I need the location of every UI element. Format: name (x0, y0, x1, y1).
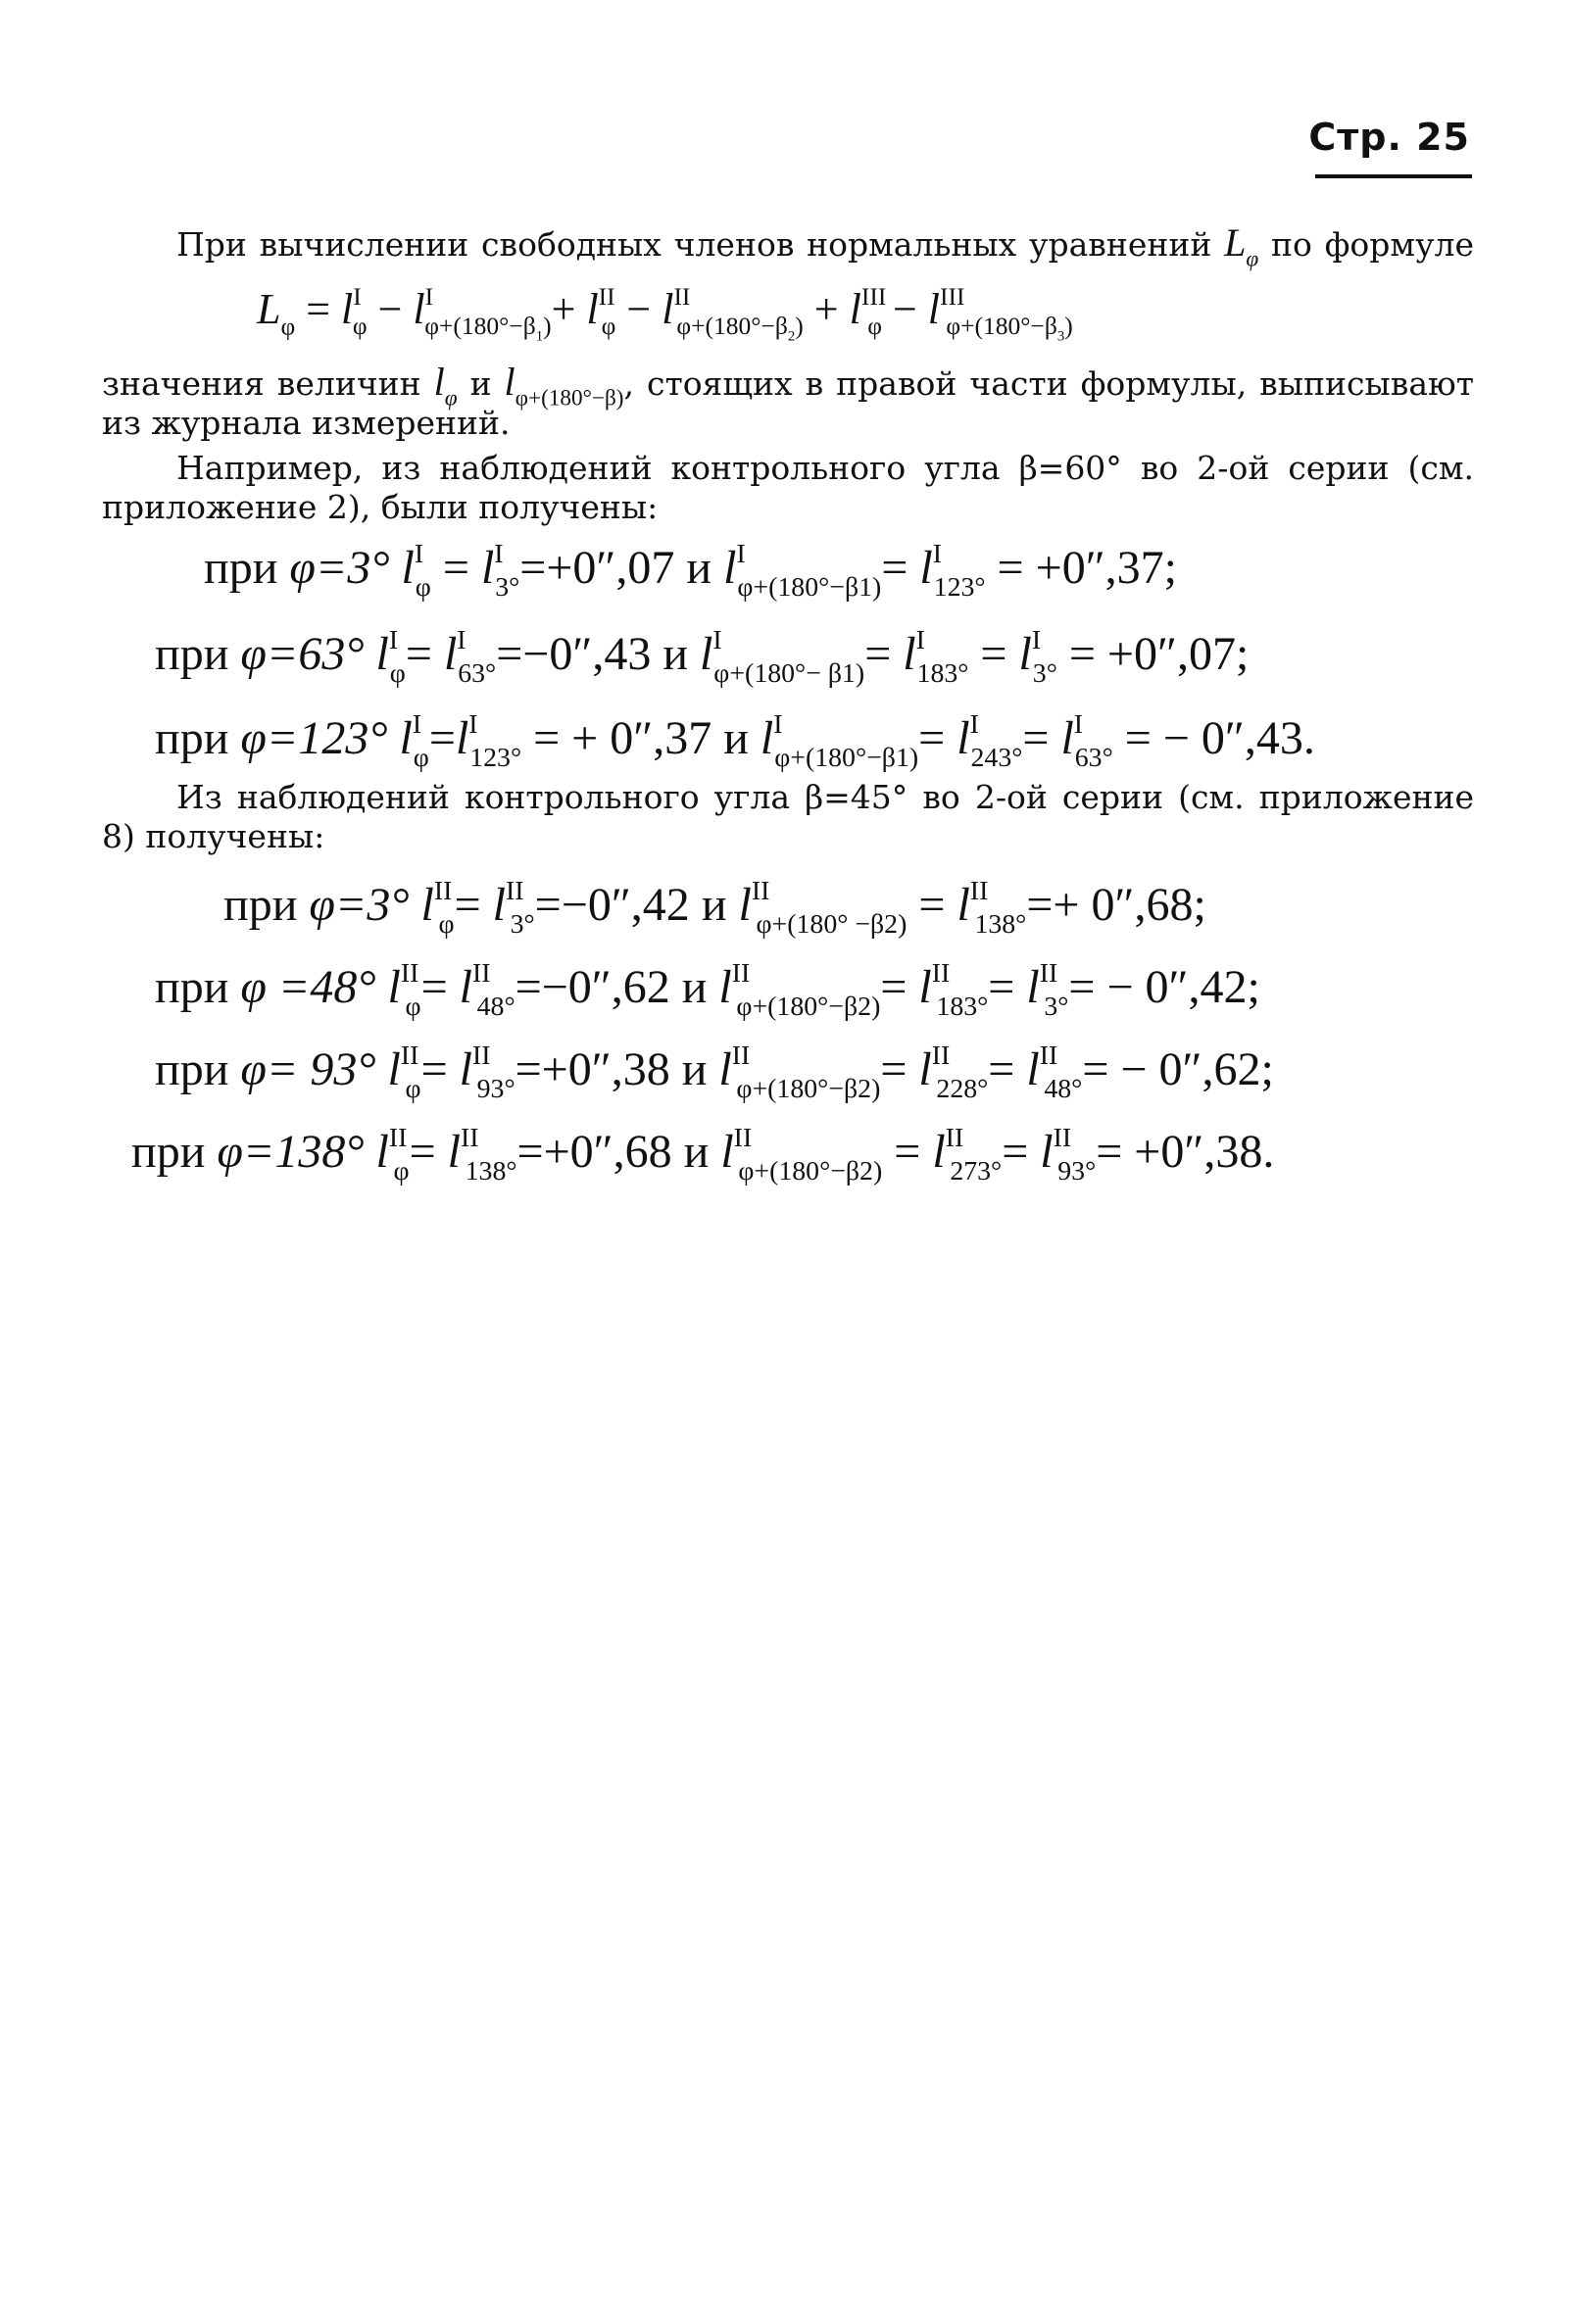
intro-paragraph (102, 220, 1474, 272)
equation-row: при φ=123° $l^I_\varphi=l^I_{123^\circ}$ = + 0″,37 и $l^I_{\varphi+(180^\circ-\beta 1)}= l^I_{243^\circ}= l^I_{63^\circ}$ = − 0″,43. (155, 709, 1315, 773)
intro-text-end: по формуле (1270, 225, 1474, 264)
var-l-phi: $l_\varphi$ (433, 360, 458, 412)
example-paragraph-2: Из наблюдений контрольного угла β=45° во 2-ой серии (см. приложение 8) получены: (102, 778, 1474, 855)
intro-var: $L_\varphi$ (1224, 220, 1259, 272)
main-formula: $L_\varphi = l^I_\varphi - l^I_{\varphi+(180^\circ-\beta_1)}+ l^{II}_\varphi - l^{II}_{\varphi+(180^\circ-\beta_2)} + l^{III}_\varphi - l^{III}_{\varphi+(180^\circ-\beta_3)}$ (257, 281, 1073, 346)
example-paragraph-1: Например, из наблюдений контрольного угла β=60° во 2-ой серии (см. приложение 2), были получены: (102, 449, 1474, 526)
values-paragraph: значения величин $l_\varphi$ и $l_{\varphi+(180^\circ-\beta)}$, стоящих в правой части формулы, выписывают из журнала измерений. (102, 360, 1474, 442)
intro-text: При вычислении свободных членов нормальных уравнений (176, 225, 1212, 264)
equation-row: при φ=138° $l^{II}_\varphi= l^{II}_{138^\circ}=+0'',68$ и $l^{II}_{\varphi+(180^\circ-\beta 2)} = l^{II}_{273^\circ}= l^{II}_{93^\circ}= +0'',38$. (131, 1123, 1275, 1186)
var-l-phi-shift: $l_{\varphi+(180^\circ-\beta)}$ (504, 360, 624, 412)
equation-row: при φ =48° $l^{II}_\varphi= l^{II}_{48^\circ}=-0'',62$ и $l^{II}_{\varphi+(180^\circ-\beta 2)}= l^{II}_{183^\circ}= l^{II}_{3^\circ}= - 0'',42$; (155, 958, 1260, 1022)
equation-row: при φ=3° $l^I_\varphi = l^I_{3^\circ}=+0'',07$ и $l^I_{\varphi+(180^\circ-\beta 1)}= l^I_{123^\circ} = +0'',37$; (204, 539, 1178, 603)
equation-row: при φ= 93° $l^{II}_\varphi= l^{II}_{93^\circ}=+0'',38$ и $l^{II}_{\varphi+(180^\circ-\beta 2)}= l^{II}_{228^\circ}= l^{II}_{48^\circ}= - 0'',62$; (155, 1041, 1274, 1104)
page-number: Стр. 25 (1308, 116, 1470, 159)
page-number-rule (1315, 174, 1472, 178)
equation-row: при φ=3° $l^{II}_\varphi= l^{II}_{3^\circ}=-0'',42$ и $l^{II}_{\varphi+(180^\circ -\beta 2)} = l^{II}_{138^\circ}=+ 0'',68$; (223, 876, 1206, 940)
equation-row: при φ=63° $l^I_\varphi= l^I_{63^\circ}=-0'',43$ и $l^I_{\varphi+(180^\circ- \beta 1)}= l^I_{183^\circ} = l^I_{3^\circ} = +0'',07$; (155, 625, 1250, 689)
